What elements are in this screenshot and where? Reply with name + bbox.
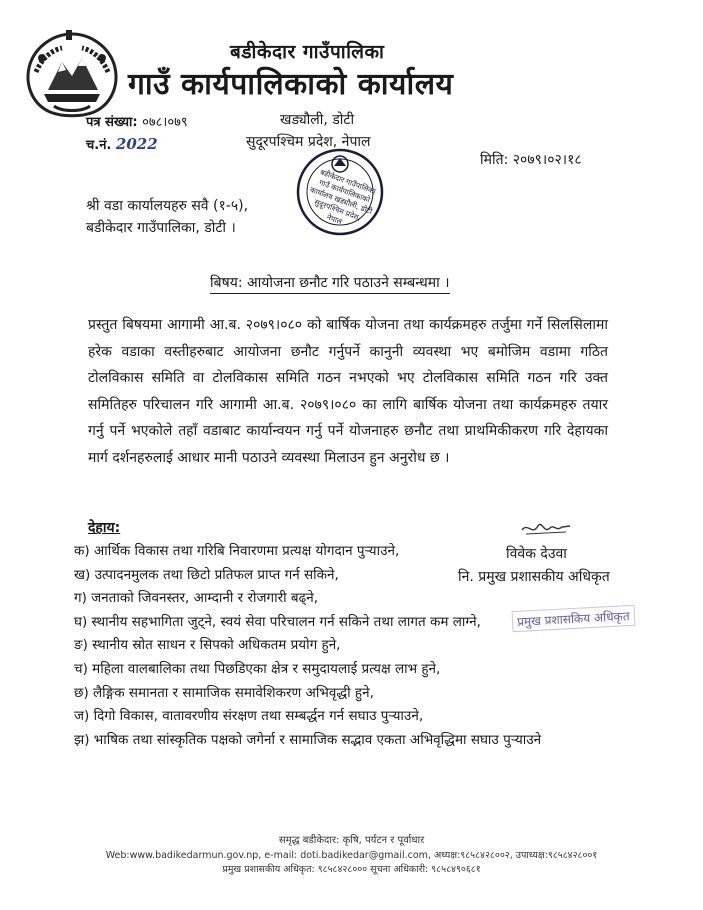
letter-subject: बिषय: आयोजना छनौट गरि पठाउने सम्बन्धमा । [210, 273, 450, 294]
list-item: क) आर्थिक विकास तथा गरिबि निवारणमा प्रत्यक्ष योगदान पुऱ्याउने, [74, 543, 400, 559]
reference-number [86, 112, 188, 130]
footer-slogan: समृद्ध बडीकेदार: कृषि, पर्यटन र पूर्वाधार [278, 835, 425, 846]
recipient-line-1: श्री वडा कार्यालयहरु सवै (१-५), [86, 198, 249, 214]
list-item: झ) भाषिक तथा सांस्कृतिक पक्षको जगेर्ना र सामाजिक सद्भाव एकता अभिवृद्धिमा सघाउ पुऱ्याउने [74, 731, 542, 748]
office-name: गाउँ कार्यपालिकाको कार्यालय [128, 67, 454, 102]
list-item: ज) दिगो विकास, वातावरणीय संरक्षण तथा सम्बर्द्धन गर्न सघाउ पुऱ्याउने, [74, 708, 424, 725]
signatory-title: नि. प्रमुख प्रशासकीय अधिकृत [458, 569, 610, 585]
letter-body: प्रस्तुत बिषयमा आगामी आ.ब. २०७९।०८० को बार्षिक योजना तथा कार्यक्रमहरु तर्जुमा गर्ने सिलसिलामा हरेक वडाका वस्तीहरुबाट आयोजना छनौट गर्नुपर्ने कानुनी व्यवस्था भए बमोजिम वडामा गठित टोलविकास समिति वा टोलविकास समिति गठन नभएको भए टोलविकास समिति गठन गरि उक्त समितिहरु परिचालन गरि आगामी आ.ब. २०७९।०८० का लागि बार्षिक योजना तथा कार्यक्रमहरु तयार गर्नु पर्ने भएकोले तहाँ वडाबाट कार्यान्वयन गर्नु पर्ने योजनाहरु छनौट तथा प्राथमिकीकरण गरि देहायका मार्ग दर्शनहरुलाई आधार मानी पठाउने व्यवस्था मिलाउन हुन अनुरोध छ । [88, 317, 608, 466]
address-line-2: सुदूरपश्चिम प्रदेश, नेपाल [246, 134, 371, 150]
footer-officers: प्रमुख प्रशासकीय अधिकृत: ९८५८४२८००० सूचना अधिकारी: ९८५८४९०६८१ [222, 864, 481, 875]
designation-stamp: प्रमुख प्रशासकिय अधिकृत [512, 605, 636, 632]
list-item: छ) लैङ्गिक समानता र सामाजिक समावेशिकरण अभिवृद्धी हुने, [74, 684, 374, 701]
list-item: ङ) स्थानीय स्रोत साधन र सिपको अधिकतम प्रयोग हुने, [74, 637, 341, 654]
handwritten-signature [520, 518, 572, 540]
signatory-name: विवेक देउवा [506, 546, 567, 562]
dispatch-label: च.नं. [86, 138, 112, 153]
guideline-list [74, 540, 634, 752]
list-item: घ) स्थानीय सहभागिता जुट्ने, स्वयं सेवा परिचालन गर्न सकिने तथा लागत कम लाग्ने, [74, 613, 481, 630]
list-item: ग) जनताको जिवनस्तर, आम्दानी र रोजगारी बढ्ने, [74, 590, 319, 607]
nepal-emblem-logo [22, 28, 122, 118]
dispatch-value: 2022 [115, 135, 158, 153]
dehay-heading: देहाय: [88, 520, 121, 536]
ref-label: पत्र संख्या: [86, 115, 138, 130]
office-seal [294, 146, 386, 238]
dispatch-number [86, 135, 158, 153]
recipient-line-2: बडीकेदार गाउँपालिका, डोटी । [86, 220, 236, 236]
list-item: च) महिला वालबालिका तथा पिछडिएका क्षेत्र र समुदायलाई प्रत्यक्ष लाभ हुने, [74, 660, 441, 677]
letter-date: मिति: २०७९।०२।१८ [480, 152, 582, 168]
seal-text: बडीकेदार गाउँपालिका गाउँ कार्यपालिकाको कार्यालय खड्यौली, डोटी सुदूरपश्चिम प्रदेश, नेपाल [308, 167, 378, 227]
municipality-name: बडीकेदार गाउँपालिका [230, 41, 385, 63]
list-item: ख) उत्पादनमुलक तथा छिटो प्रतिफल प्राप्त गर्न सकिने, [74, 566, 339, 583]
ref-value: ०७८।०७९ [142, 115, 188, 130]
footer-contact: Web:www.badikedarmun.gov.np, e-mail: doti.badikedar@gmail.com, अध्यक्ष:९८५८४२८००२, उपाध्यक्ष:९८५८४२८००१ [105, 850, 598, 861]
address-line-1: खड्यौली, डोटी [280, 112, 355, 128]
